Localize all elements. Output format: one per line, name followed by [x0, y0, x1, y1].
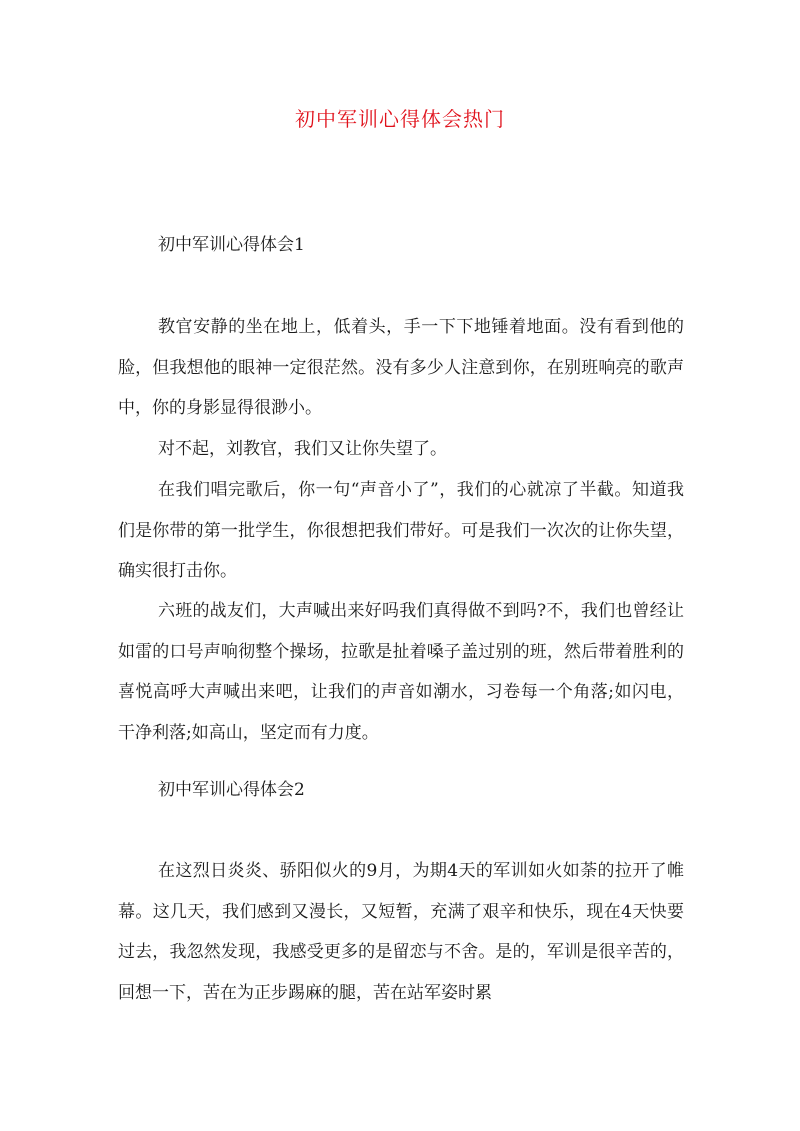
paragraph: 六班的战友们，大声喊出来好吗我们真得做不到吗?不，我们也曾经让如雷的口号声响彻整个操场，拉歌是扯着嗓子盖过别的班，然后带着胜利的喜悦高呼大声喊出来吧，让我们的声音如潮水，习卷每一个角落;如闪电，干净利落;如高山，坚定而有力度。: [118, 601, 684, 743]
section-heading-2: 初中军训心得体会2: [158, 780, 305, 800]
paragraph: 在这烈日炎炎、骄阳似火的9月，为期4天的军训如火如荼的拉开了帷幕。这几天，我们感到又漫长，又短暂，充满了艰辛和快乐，现在4天快要过去，我忽然发现，我感受更多的是留恋与不舍。是的，军训是很辛苦的，回想一下，苦在为正步踢麻的腿，苦在站军姿时累: [118, 861, 684, 1003]
paragraph: 在我们唱完歌后，你一句“声音小了”，我们的心就凉了半截。知道我们是你带的第一批学生，你很想把我们带好。可是我们一次次的让你失望，确实很打击你。: [118, 480, 684, 581]
paragraph: 教官安静的坐在地上，低着头，手一下下地锤着地面。没有看到他的脸，但我想他的眼神一定很茫然。没有多少人注意到你，在别班响亮的歌声中，你的身影显得很渺小。: [118, 317, 684, 418]
section-heading-1: 初中军训心得体会1: [158, 235, 305, 255]
paragraph: 对不起，刘教官，我们又让你失望了。: [158, 439, 447, 459]
document-title: 初中军训心得体会热门: [295, 107, 505, 131]
